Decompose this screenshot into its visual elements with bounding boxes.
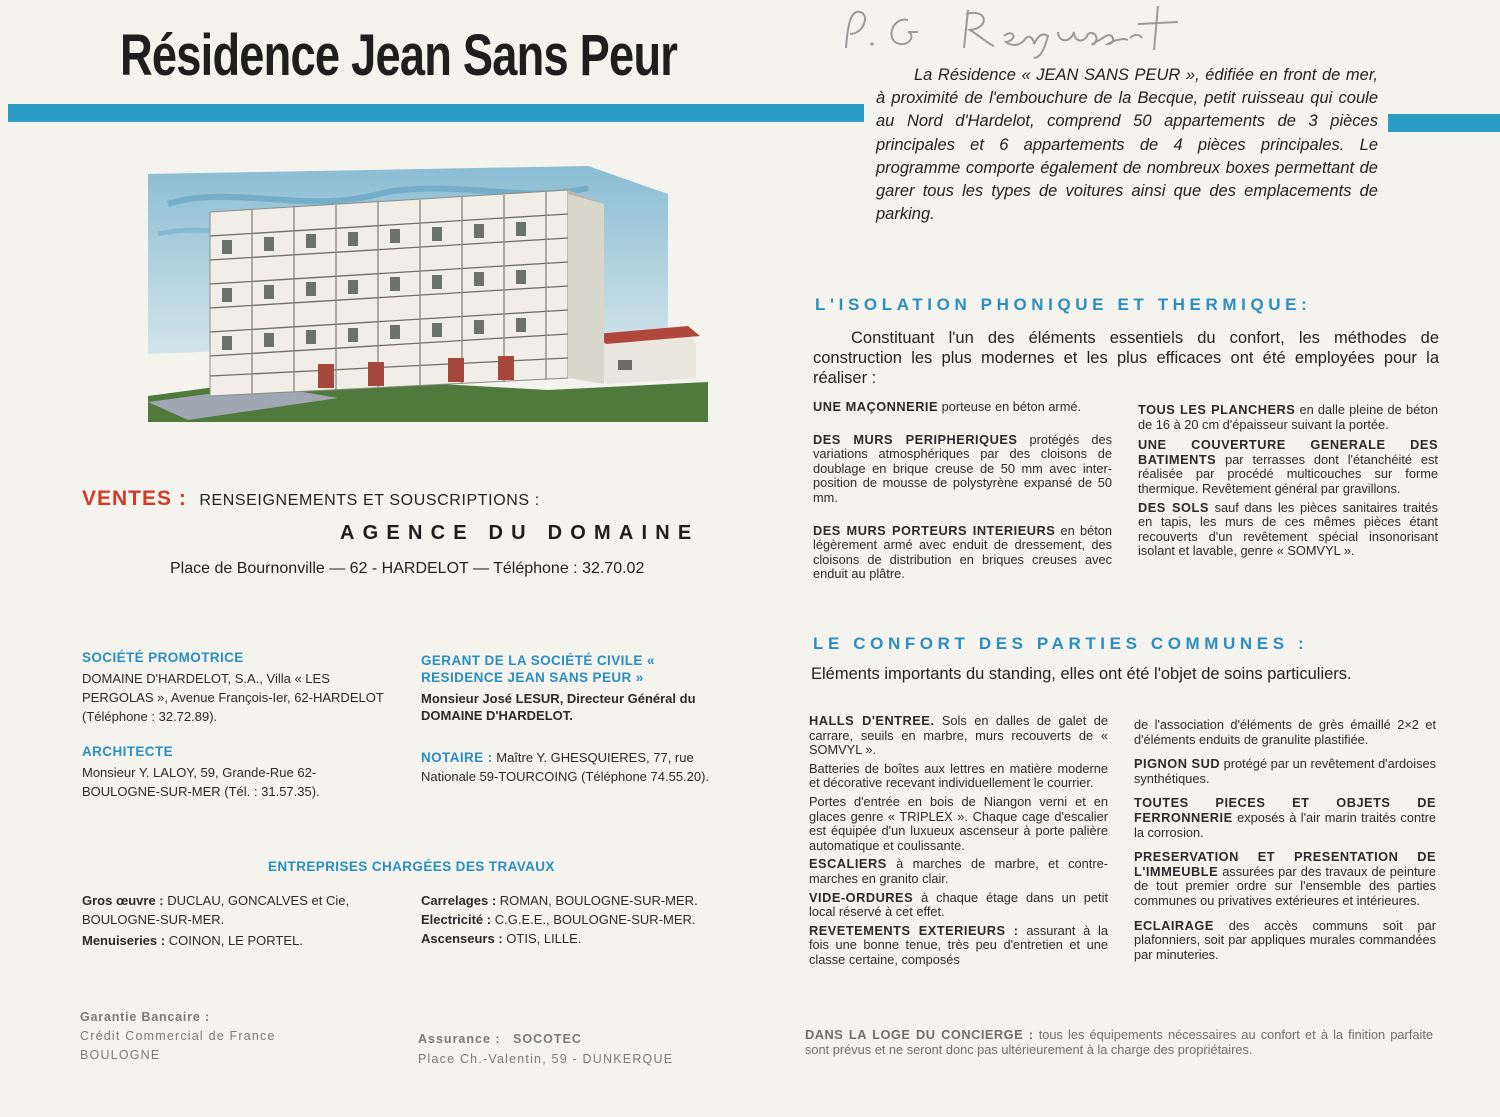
manager-text: Monsieur José LESUR, Directeur Général du DOMAINE D'HARDELOT. xyxy=(421,691,696,723)
confort-item xyxy=(809,762,1108,791)
item-key: ECLAIRAGE xyxy=(1134,917,1214,933)
isolation-heading: L'ISOLATION PHONIQUE ET THERMIQUE: xyxy=(815,295,1312,314)
item-value: assurant à la fois une bonne tenue, très peu d'entretien et une classe certaine, composés xyxy=(809,922,1108,967)
isolation-item xyxy=(1138,403,1438,432)
notary-block xyxy=(421,748,731,786)
item-key: VIDE-ORDURES xyxy=(809,889,914,905)
building-illustration xyxy=(148,164,708,422)
item-value: sauf dans les pièces sanitaires traités en tapis, les murs de ces mêmes pièces étant recouverts d'un revêtement spécial insonorisant isolant et lavable, genre « SOMVYL ». xyxy=(1138,499,1438,559)
notary-label: NOTAIRE : xyxy=(421,750,493,765)
item-value: à marches de marbre, et contre-marches en granito clair. xyxy=(809,856,1108,886)
item-value: assurées par des travaux de peinture de tout premier ordre sur l'ensemble des parties communes ou privatives extérieures et intérieures. xyxy=(1134,863,1437,908)
isolation-item xyxy=(813,524,1112,582)
item-key: DES SOLS xyxy=(1138,499,1209,515)
architect-text: Monsieur Y. LALOY, 59, Grande-Rue 62-BOULOGNE-SUR-MER (Tél. : 31.57.35). xyxy=(82,765,320,799)
isolation-right-column xyxy=(1138,403,1438,559)
contractors-right xyxy=(421,891,741,948)
item-key: DES MURS PORTEURS INTERIEURS xyxy=(813,522,1056,538)
item-key: REVETEMENTS EXTERIEURS : xyxy=(809,922,1019,938)
manager-block xyxy=(421,652,731,724)
insurance-name: SOCOTEC xyxy=(513,1032,582,1046)
signature-icon xyxy=(838,0,1258,60)
contractor-value: ROMAN, BOULOGNE-SUR-MER. xyxy=(499,893,698,908)
item-key: ESCALIERS xyxy=(809,856,887,872)
item-key: DES MURS PERIPHERIQUES xyxy=(813,431,1018,447)
ventes-label: VENTES : xyxy=(82,487,187,510)
blue-band-right xyxy=(1388,114,1500,132)
isolation-item xyxy=(813,400,1112,415)
promoter-label: SOCIÉTÉ PROMOTRICE xyxy=(82,650,244,665)
item-value: Portes d'entrée en bois de Niangon verni et en glaces genre « TRIPLEX ». Chaque cage d'escalier est équipée d'un luxueux ascenseur à porte palière automatique et coulissante. xyxy=(809,793,1108,853)
concierge-text: tous les équipements nécessaires au confort et à la finition parfaite sont prévus et ne seront donc pas ultérieurement à la charge des propriétaires. xyxy=(805,1027,1433,1057)
insurance-text: Place Ch.-Valentin, 59 - DUNKERQUE xyxy=(418,1052,674,1066)
bank-label: Garantie Bancaire : xyxy=(80,1010,210,1024)
contractor-key: Carrelages : xyxy=(421,893,497,908)
item-value: porteuse en béton armé. xyxy=(941,399,1082,414)
concierge-paragraph xyxy=(805,1028,1433,1057)
concierge-label: DANS LA LOGE DU CONCIERGE : xyxy=(805,1027,1034,1042)
confort-item xyxy=(1134,796,1436,840)
item-value: par terrasses dont l'étanchéité est réalisée par procédé multicouches sur forme thermique. Revêtement général par gravillons. xyxy=(1138,451,1438,496)
isolation-item xyxy=(1138,438,1438,496)
contractors-left xyxy=(82,891,402,950)
contractor-value: DUCLAU, GONCALVES et Cie, BOULOGNE-SUR-MER. xyxy=(82,893,350,927)
item-value: en béton légèrement armé avec enduit de dressement, des cloisons de distribution en briques creuses avec enduit au plâtre. xyxy=(813,522,1112,582)
contractor-key: Electricité : xyxy=(421,912,492,927)
insurance-label: Assurance : xyxy=(418,1032,501,1046)
item-value: exposés à l'air marin traités contre la corrosion. xyxy=(1134,809,1436,840)
manager-label: GERANT DE LA SOCIÉTÉ CIVILE « RESIDENCE JEAN SANS PEUR » xyxy=(421,653,655,685)
confort-item xyxy=(809,891,1108,920)
item-value: en dalle pleine de béton de 16 à 20 cm d'épaisseur suivant la portée. xyxy=(1138,402,1439,432)
item-key: TOUS LES PLANCHERS xyxy=(1138,402,1296,417)
contractor-key: Menuiseries : xyxy=(82,933,166,948)
confort-left-column xyxy=(809,714,1108,968)
item-value: à chaque étage dans un petit local réservé à cet effet. xyxy=(809,889,1108,920)
handwritten-signature xyxy=(838,0,1258,71)
contractors-title: ENTREPRISES CHARGÉES DES TRAVAUX xyxy=(268,859,555,874)
item-key: UNE COUVERTURE GENERALE DES BATIMENTS xyxy=(1138,437,1438,467)
intro-paragraph: La Résidence « JEAN SANS PEUR », édifiée en front de mer, à proximité de l'embouchure de la Becque, petit ruisseau qui coule au Nord d'Hardelot, comprend 50 appartements de 3 pièces principales et 6 appartements de 4 pièces principales. Le programme comporte également de nombreux boxes permettant de garer tous les types de voitures ainsi que des emplacements de parking. xyxy=(876,66,1378,224)
confort-item xyxy=(809,857,1108,886)
contractor-item xyxy=(82,891,402,929)
isolation-left-column xyxy=(813,400,1112,582)
item-value: protégés des variations atmosphériques par des cloisons de doublage en brique creuse de 50 mm avec inter-position de mousse de polystyrène expansé de 50 mm. xyxy=(813,431,1112,505)
item-key: TOUTES PIECES ET OBJETS DE FERRONNERIE xyxy=(1134,795,1436,825)
contractor-value: OTIS, LILLE. xyxy=(506,931,582,946)
contractor-value: C.G.E.E., BOULOGNE-SUR-MER. xyxy=(494,912,696,927)
item-value: de l'association d'éléments de grès émaillé 2×2 et d'éléments enduits de granulite plastifiée. xyxy=(1134,717,1436,747)
confort-item xyxy=(1134,850,1436,908)
notary-line xyxy=(421,748,731,786)
promoter-block xyxy=(82,650,392,726)
confort-item xyxy=(809,795,1108,853)
notary-text: Maître Y. GHESQUIERES, 77, rue Nationale 59-TOURCOING (Téléphone 74.55.20). xyxy=(421,750,710,784)
page-title: Résidence Jean Sans Peur xyxy=(120,23,678,88)
agency-address: Place de Bournonville — 62 - HARDELOT — Téléphone : 32.70.02 xyxy=(170,560,645,577)
item-value: Batteries de boîtes aux lettres en matière moderne et décorative recevant individuellement le courrier. xyxy=(809,760,1108,791)
bank-text: Crédit Commercial de France BOULOGNE xyxy=(80,1029,276,1062)
ventes-text: RENSEIGNEMENTS ET SOUSCRIPTIONS : xyxy=(199,492,540,509)
insurance-line xyxy=(418,1032,718,1046)
ventes-line xyxy=(82,487,540,511)
confort-item xyxy=(1134,919,1436,963)
isolation-item xyxy=(1138,501,1438,559)
isolation-lead: Constituant l'un des éléments essentiels du confort, les méthodes de construction les plus modernes et les plus efficaces ont été employées pour la réaliser : xyxy=(813,329,1439,387)
agency-name: AGENCE DU DOMAINE xyxy=(340,522,700,544)
architect-block xyxy=(82,744,392,801)
confort-item xyxy=(809,714,1108,758)
item-value: protégé par un revêtement d'ardoises synthétiques. xyxy=(1134,756,1436,786)
contractor-value: COINON, LE PORTEL. xyxy=(168,933,303,948)
item-key: PRESERVATION ET PRESENTATION DE L'IMMEUBLE xyxy=(1134,849,1436,879)
bank-block xyxy=(80,1010,330,1065)
contractor-item xyxy=(421,929,741,948)
building-image xyxy=(148,164,708,422)
item-value: Sols en dalles de galet de carrare, seuils en marbre, murs recouverts de « SOMVYL ». xyxy=(809,713,1108,758)
contractor-item xyxy=(421,910,741,929)
confort-item xyxy=(809,924,1108,968)
item-key: PIGNON SUD xyxy=(1134,756,1221,772)
contractor-item xyxy=(421,891,741,910)
contractor-key: Gros œuvre : xyxy=(82,893,164,908)
contractor-item xyxy=(82,931,402,950)
isolation-item xyxy=(813,433,1112,506)
insurance-block xyxy=(418,1032,718,1066)
architect-label: ARCHITECTE xyxy=(82,744,173,759)
confort-right-column xyxy=(1134,718,1436,962)
item-key: UNE MAÇONNERIE xyxy=(813,399,939,414)
confort-heading: LE CONFORT DES PARTIES COMMUNES : xyxy=(813,634,1309,653)
promoter-text: DOMAINE D'HARDELOT, S.A., Villa « LES PERGOLAS », Avenue François-Ier, 62-HARDELOT (Téléphone : 32.72.89). xyxy=(82,671,384,724)
item-value: des accès communs soit par plafonniers, soit par appliques murales commandées par minuteries. xyxy=(1134,917,1436,962)
item-key: HALLS D'ENTREE. xyxy=(809,713,935,728)
confort-lead: Eléments importants du standing, elles ont été l'objet de soins particuliers. xyxy=(811,665,1352,683)
contractor-key: Ascenseurs : xyxy=(421,931,503,946)
confort-item xyxy=(1134,718,1436,747)
blue-band-left xyxy=(8,104,864,122)
confort-item xyxy=(1134,757,1436,786)
